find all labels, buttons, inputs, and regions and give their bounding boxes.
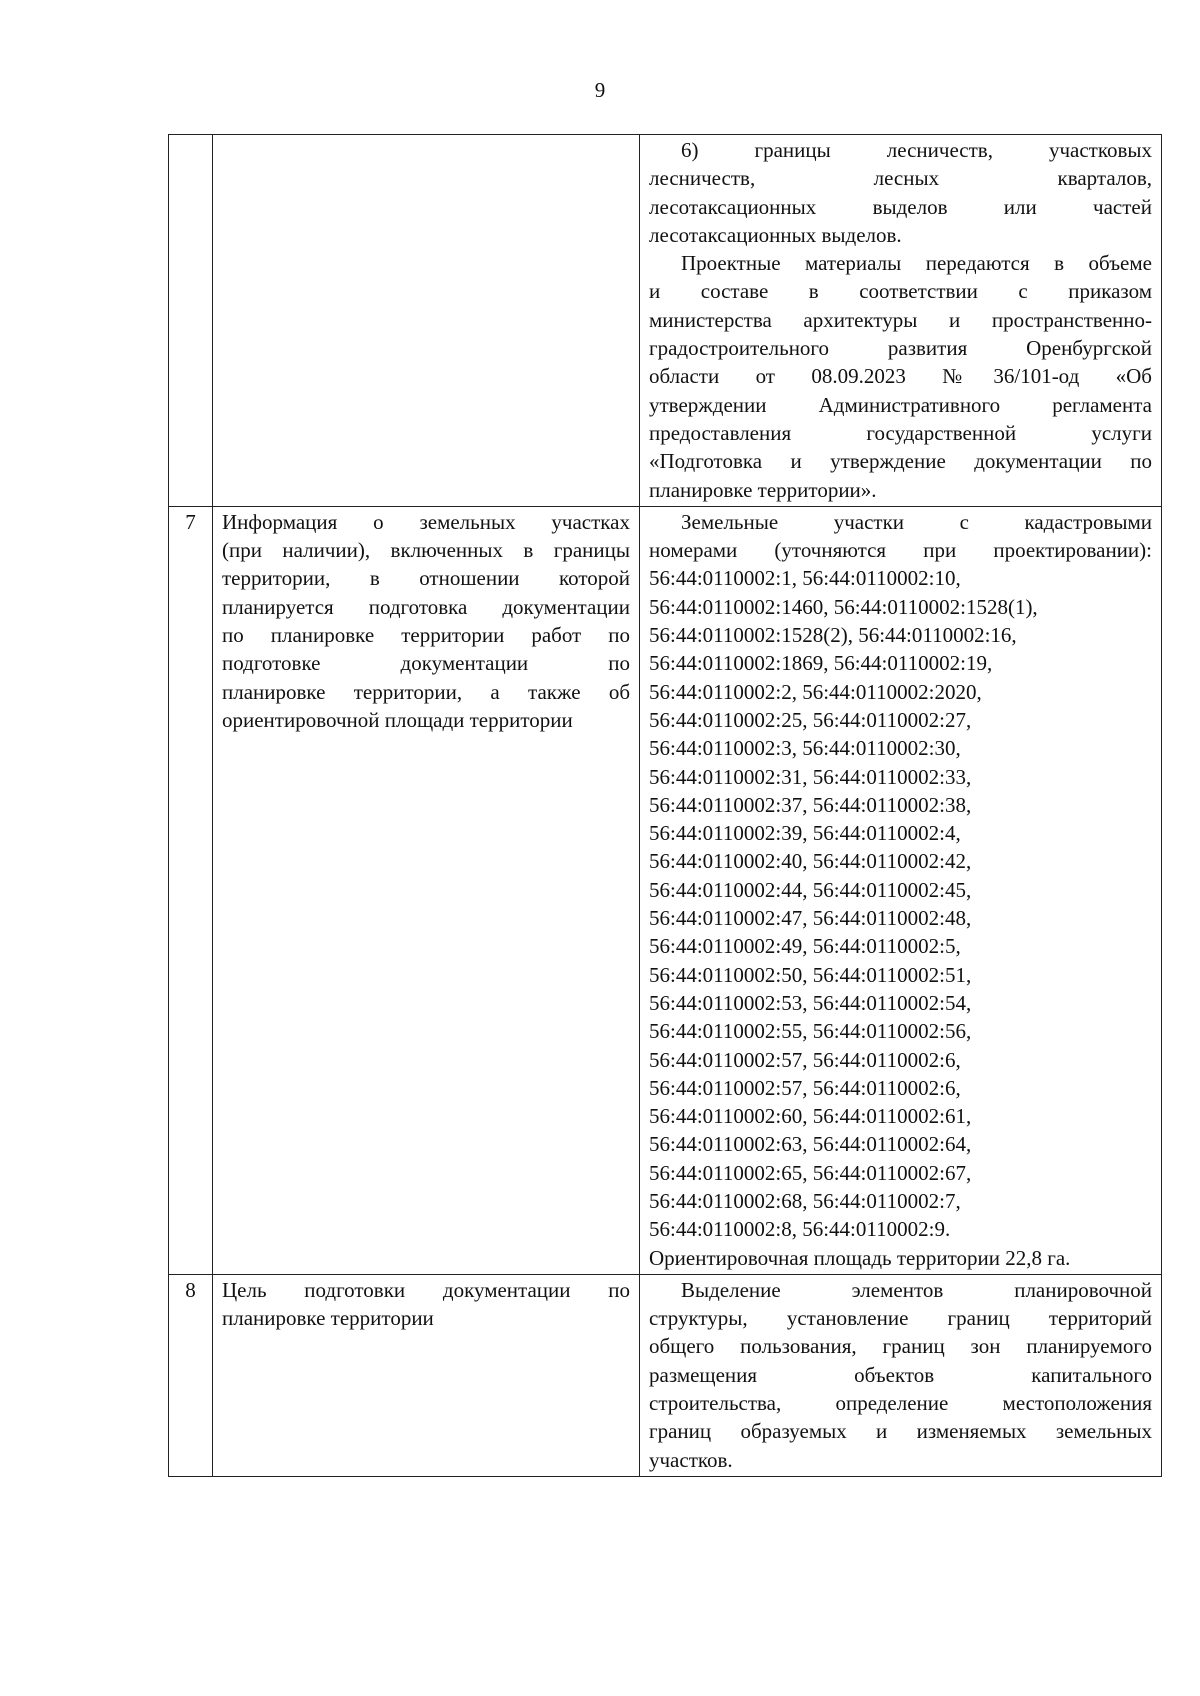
forest-boundaries-line-3: лесотаксационных выделов или частей <box>649 194 1152 219</box>
cadastral-line: 56:44:0110002:3, 56:44:0110002:30, <box>649 736 961 761</box>
cadastral-line: 56:44:0110002:40, 56:44:0110002:42, <box>649 849 972 874</box>
row-value-cell <box>640 135 1162 507</box>
cadastral-line: 56:44:0110002:1460, 56:44:0110002:1528(1), <box>649 594 1038 619</box>
row-8-label-cell <box>213 1274 640 1476</box>
cadastral-line: 56:44:0110002:8, 56:44:0110002:9. <box>649 1217 951 1242</box>
table-row-7 <box>169 506 1162 1274</box>
row-7-label-line-5: по планировке территории работ по <box>222 623 630 648</box>
row-7-label-line-8: ориентировочной площади территории <box>222 707 573 732</box>
purpose-line-2: структуры, установление границ территорий <box>649 1306 1152 1331</box>
row-number-8: 8 <box>169 1274 213 1476</box>
row-number-7: 7 <box>169 506 213 1274</box>
cadastral-line: 56:44:0110002:47, 56:44:0110002:48, <box>649 906 972 931</box>
row-number-cell <box>169 135 213 507</box>
row-8-label-line-1: Цель подготовки документации по <box>222 1277 630 1302</box>
row-7-label-line-2: (при наличии), включенных в границы <box>222 538 630 563</box>
project-materials-line-8: «Подготовка и утверждение документации по <box>649 449 1152 474</box>
cadastral-line: 56:44:0110002:68, 56:44:0110002:7, <box>649 1188 961 1213</box>
cadastral-number-list <box>649 564 1152 1243</box>
cadastral-line: 56:44:0110002:1869, 56:44:0110002:19, <box>649 651 993 676</box>
cadastral-line: 56:44:0110002:25, 56:44:0110002:27, <box>649 707 972 732</box>
project-materials-line-4: градостроительного развития Оренбургской <box>649 336 1152 361</box>
purpose-line-4: размещения объектов капитального <box>649 1362 1152 1387</box>
purpose-line-6: границ образуемых и изменяемых земельных <box>649 1419 1152 1444</box>
purpose-line-7: участков. <box>649 1447 733 1472</box>
cadastral-line: 56:44:0110002:31, 56:44:0110002:33, <box>649 764 972 789</box>
project-materials-line-1: Проектные материалы передаются в объеме <box>681 251 1152 276</box>
cadastral-line: 56:44:0110002:57, 56:44:0110002:6, <box>649 1075 961 1100</box>
row-7-label-line-3: территории, в отношении которой <box>222 566 630 591</box>
table-row-continued <box>169 135 1162 507</box>
cadastral-intro-line-2: номерами (уточняются при проектировании): <box>649 538 1152 563</box>
project-materials-line-3: министерства архитектуры и пространственно- <box>649 307 1152 332</box>
cadastral-line: 56:44:0110002:60, 56:44:0110002:61, <box>649 1104 972 1129</box>
cadastral-line: 56:44:0110002:37, 56:44:0110002:38, <box>649 792 972 817</box>
cadastral-intro-line-1: Земельные участки с кадастровыми <box>681 509 1152 534</box>
cadastral-line: 56:44:0110002:57, 56:44:0110002:6, <box>649 1047 961 1072</box>
approximate-area-text: Ориентировочная площадь территории 22,8 га. <box>649 1245 1071 1270</box>
purpose-line-3: общего пользования, границ зон планируемого <box>649 1334 1152 1359</box>
row-7-value-cell <box>640 506 1162 1274</box>
row-label-cell <box>213 135 640 507</box>
project-materials-line-5: области от 08.09.2023 №36/101-од «Об <box>649 364 1152 389</box>
requirements-table <box>168 134 1162 1477</box>
cadastral-line: 56:44:0110002:55, 56:44:0110002:56, <box>649 1019 972 1044</box>
table-row-8 <box>169 1274 1162 1476</box>
project-materials-line-2: и составе в соответствии с приказом <box>649 279 1152 304</box>
purpose-line-1: Выделение элементов планировочной <box>681 1277 1152 1302</box>
project-materials-line-7: предоставления государственной услуги <box>649 420 1152 445</box>
cadastral-line: 56:44:0110002:1, 56:44:0110002:10, <box>649 566 961 591</box>
cadastral-line: 56:44:0110002:53, 56:44:0110002:54, <box>649 990 972 1015</box>
cadastral-line: 56:44:0110002:50, 56:44:0110002:51, <box>649 962 972 987</box>
cadastral-line: 56:44:0110002:39, 56:44:0110002:4, <box>649 821 961 846</box>
project-materials-line-9: планировке территории». <box>649 477 877 502</box>
row-7-label-cell <box>213 506 640 1274</box>
project-materials-line-6: утверждении Административного регламента <box>649 392 1152 417</box>
row-7-label-line-6: подготовке документации по <box>222 651 630 676</box>
row-7-label-line-4: планируется подготовка документации <box>222 594 630 619</box>
cadastral-line: 56:44:0110002:44, 56:44:0110002:45, <box>649 877 972 902</box>
cadastral-line: 56:44:0110002:2, 56:44:0110002:2020, <box>649 679 982 704</box>
forest-boundaries-line-4: лесотаксационных выделов. <box>649 222 902 247</box>
row-8-label-line-2: планировке территории <box>222 1306 434 1331</box>
forest-boundaries-line-2: лесничеств, лесных кварталов, <box>649 166 1152 191</box>
row-7-label-line-7: планировке территории, а также об <box>222 679 630 704</box>
cadastral-line: 56:44:0110002:63, 56:44:0110002:64, <box>649 1132 972 1157</box>
row-8-value-cell <box>640 1274 1162 1476</box>
purpose-line-5: строительства, определение местоположения <box>649 1391 1152 1416</box>
row-7-label-line-1: Информация о земельных участках <box>222 509 630 534</box>
cadastral-line: 56:44:0110002:49, 56:44:0110002:5, <box>649 934 961 959</box>
page-number: 9 <box>594 78 606 102</box>
forest-boundaries-line-1: 6) границы лесничеств, участковых <box>681 138 1152 162</box>
cadastral-line: 56:44:0110002:65, 56:44:0110002:67, <box>649 1160 972 1185</box>
cadastral-line: 56:44:0110002:1528(2), 56:44:0110002:16, <box>649 623 1017 648</box>
